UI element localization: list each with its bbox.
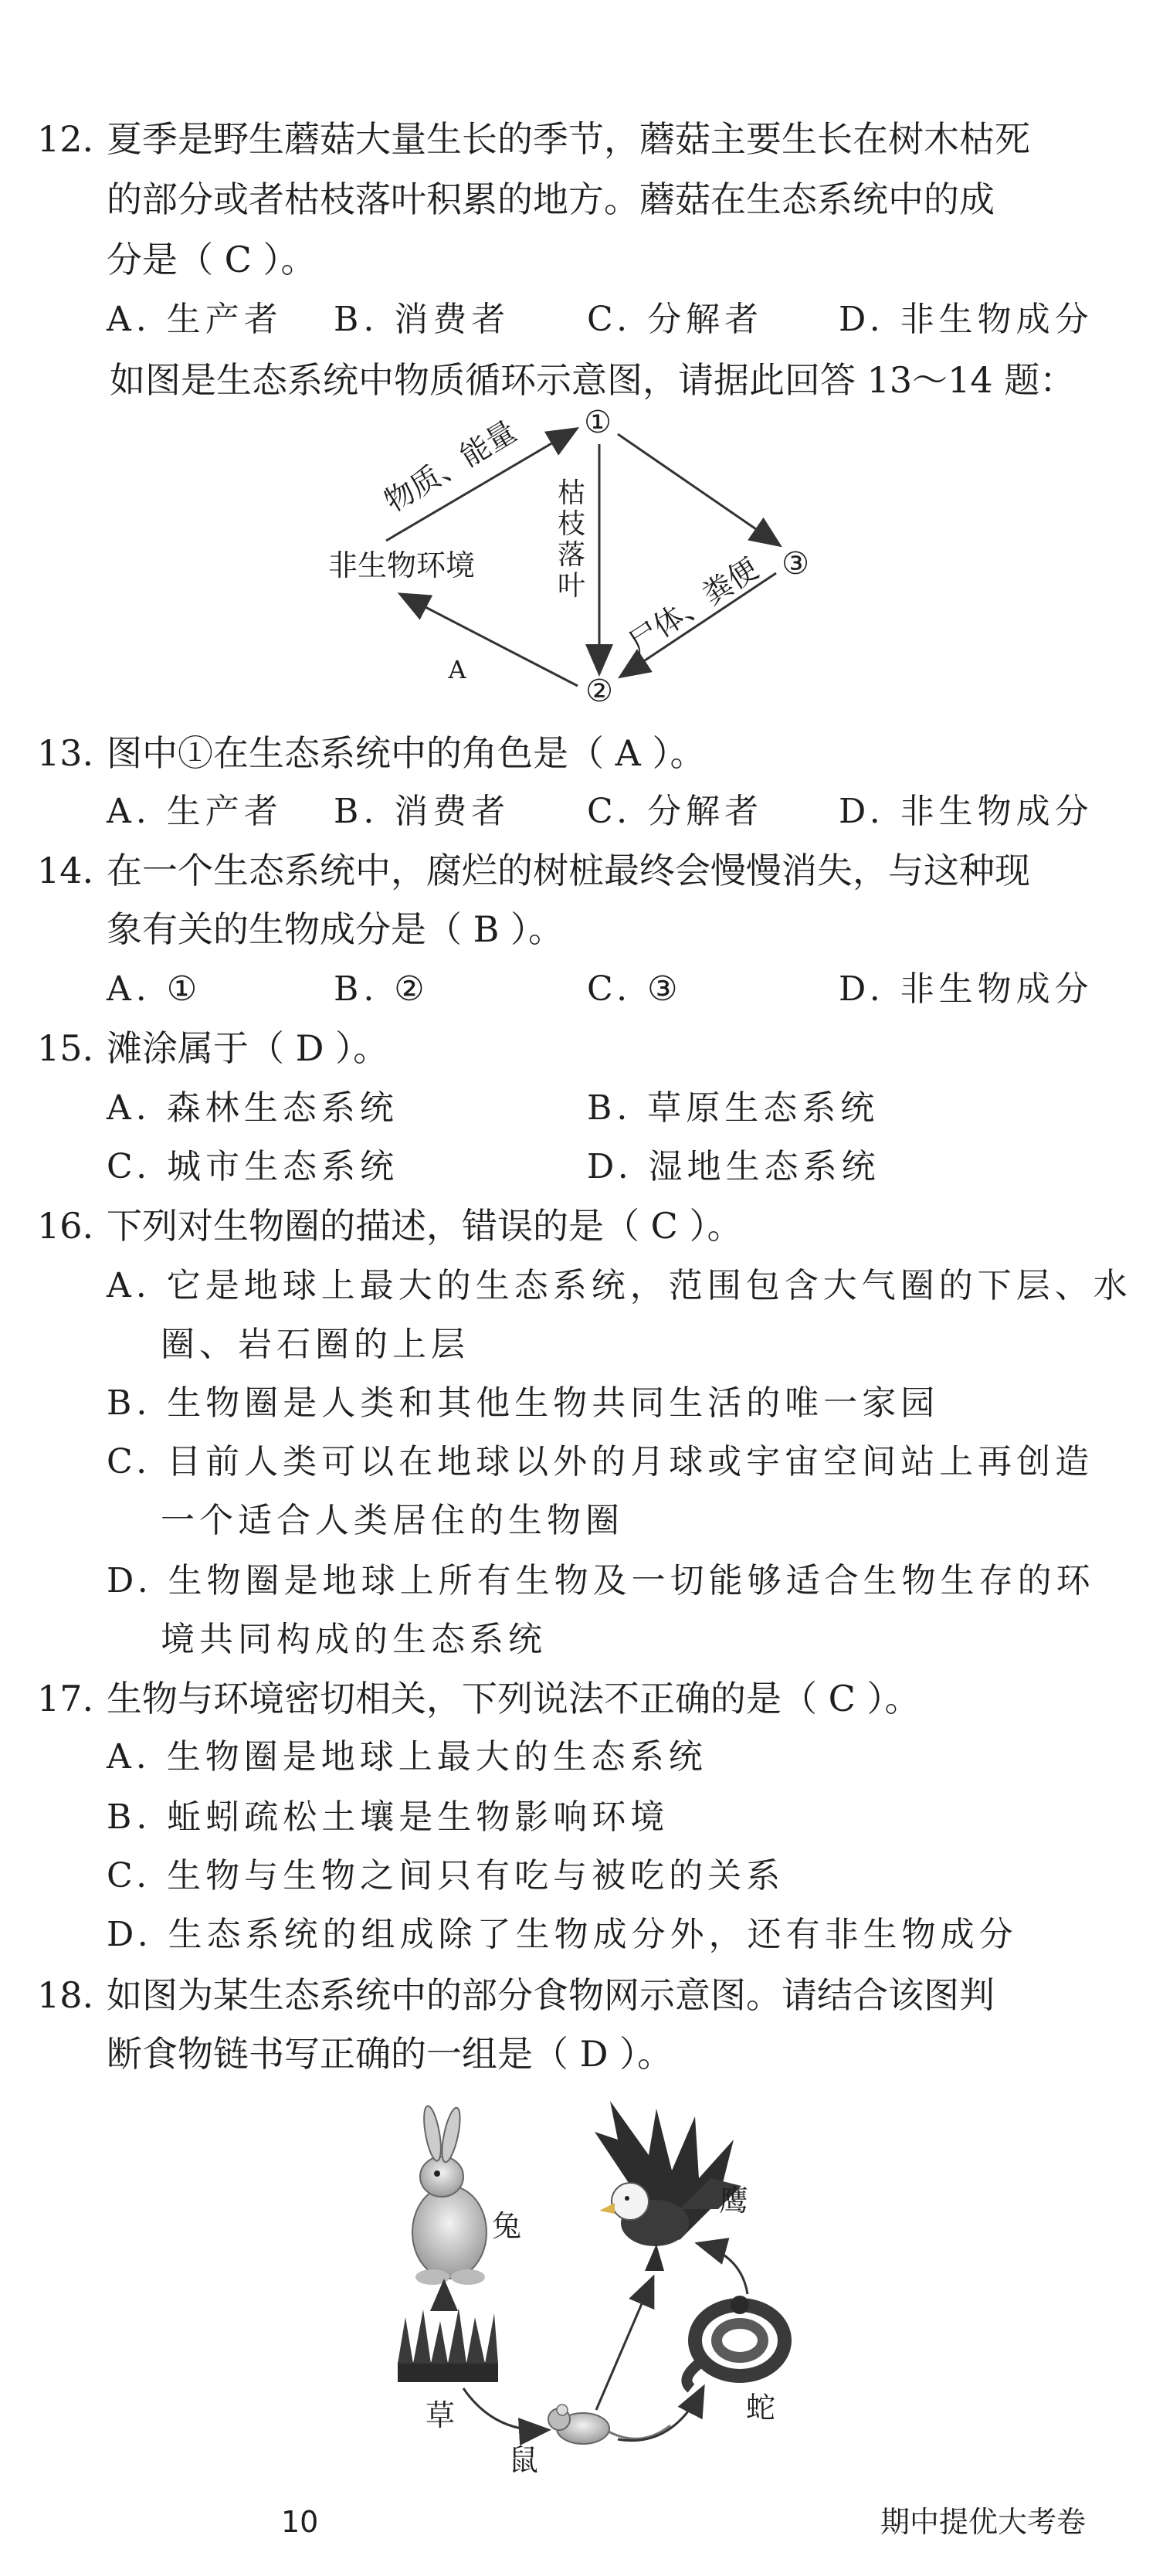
book-title: 期中提优大考卷 [880, 2505, 1087, 2539]
q17-option-d: D. 生态系统的组成除了生物成分外，还有非生物成分 [107, 1915, 1018, 1954]
arrow-snake-to-eagle [699, 2244, 748, 2294]
q15-number: 15. [37, 1027, 94, 1069]
q12-option-c: C. 分解者 [587, 300, 764, 339]
q14-option-a: A. ① [107, 969, 202, 1009]
cycle-intro: 如图是生态系统中物质循环示意图，请据此回答 13～14 题： [110, 359, 1076, 401]
snake-icon [687, 2296, 785, 2388]
arrow-mouse-to-eagle [596, 2279, 653, 2410]
q12-line-3: 分是（ C ）。 [107, 239, 317, 280]
q16-line-1: 下列对生物圈的描述，错误的是（ C ）。 [107, 1205, 743, 1247]
cycle-diagram [0, 409, 1163, 749]
q16-option-b-line-1: B. 生物圈是人类和其他生物共同生活的唯一家园 [107, 1383, 940, 1423]
q12-line-1: 夏季是野生蘑菇大量生长的季节，蘑菇主要生长在树木枯死 [107, 118, 1030, 160]
label-mouse: 鼠 [508, 2443, 539, 2477]
food-web-diagram [0, 2086, 1163, 2503]
label-dead-leaves-1: 枯 [557, 477, 586, 509]
q13-option-b: B. 消费者 [334, 792, 510, 831]
grass-icon [398, 2308, 498, 2382]
q12-option-d: D. 非生物成分 [839, 300, 1093, 339]
q16-option-c-line-1: C. 目前人类可以在地球以外的月球或宇宙空间站上再创造 [107, 1442, 1094, 1481]
q14-line-2: 象有关的生物成分是（ B ）。 [107, 908, 565, 950]
q13-option-c: C. 分解者 [587, 792, 764, 831]
q18-line-2: 断食物链书写正确的一组是（ D ）。 [107, 2033, 673, 2075]
q16-option-c-line-2: 一个适合人类居住的生物圈 [161, 1501, 624, 1540]
label-dead-leaves-4: 叶 [557, 570, 586, 602]
q12-line-2: 的部分或者枯枝落叶积累的地方。蘑菇在生态系统中的成 [107, 178, 995, 220]
q17-option-a: A. 生物圈是地球上最大的生态系统 [107, 1737, 707, 1777]
q18-line-1: 如图为某生态系统中的部分食物网示意图。请结合该图判 [107, 1974, 995, 2016]
q15-option-a: A. 森林生态系统 [107, 1088, 398, 1128]
q12-number: 12. [37, 118, 94, 160]
q17-line-1: 生物与环境密切相关，下列说法不正确的是（ C ）。 [107, 1678, 921, 1719]
label-dead-leaves-3: 落 [557, 539, 586, 571]
label-eagle: 鹰 [718, 2184, 749, 2218]
q14-option-d: D. 非生物成分 [839, 969, 1093, 1009]
q17-option-b: B. 蚯蚓疏松土壤是生物影响环境 [107, 1797, 670, 1837]
q16-option-d-line-2: 境共同构成的生态系统 [161, 1620, 547, 1659]
label-snake: 蛇 [745, 2391, 776, 2425]
q13-option-d: D. 非生物成分 [839, 792, 1093, 831]
label-rabbit: 兔 [491, 2209, 522, 2243]
cycle-node-2: ② [585, 674, 613, 709]
cycle-env-label: 非生物环境 [327, 548, 476, 582]
q13-option-a: A. 生产者 [107, 792, 283, 831]
q16-option-d-line-1: D. 生物圈是地球上所有生物及一切能够适合生物生存的环 [107, 1561, 1095, 1600]
q13-number: 13. [37, 732, 94, 774]
arrow-grass-to-mouse [463, 2388, 547, 2430]
q16-option-a-line-2: 圈、岩石圈的上层 [161, 1325, 470, 1364]
label-a: A [448, 655, 466, 684]
q14-option-b: B. ② [334, 969, 429, 1009]
q16-option-a-line-1: A. 它是地球上最大的生态系统，范围包含大气圈的下层、水 [107, 1266, 1132, 1305]
q17-number: 17. [37, 1678, 94, 1719]
q17-option-c: C. 生物与生物之间只有吃与被吃的关系 [107, 1856, 785, 1896]
q14-line-1: 在一个生态系统中，腐烂的树桩最终会慢慢消失，与这种现 [107, 850, 1030, 891]
q13-line-1: 图中①在生态系统中的角色是（ A ）。 [107, 732, 706, 774]
q15-option-b: B. 草原生态系统 [587, 1088, 880, 1128]
arrow-1-to-3 [618, 434, 778, 545]
q14-option-c: C. ③ [587, 969, 683, 1009]
page-number: 10 [281, 2505, 319, 2539]
q18-number: 18. [37, 1974, 94, 2016]
q15-option-c: C. 城市生态系统 [107, 1147, 399, 1186]
q14-number: 14. [37, 850, 94, 891]
q12-option-a: A. 生产者 [107, 300, 283, 339]
q16-number: 16. [37, 1205, 94, 1247]
arrow-2-to-env [402, 595, 578, 686]
q15-line-1: 滩涂属于（ D ）。 [107, 1027, 389, 1069]
cycle-node-3: ③ [782, 546, 809, 582]
label-grass: 草 [425, 2398, 456, 2432]
rabbit-icon [412, 2105, 487, 2285]
q12-option-b: B. 消费者 [334, 300, 510, 339]
label-dead-leaves-2: 枝 [557, 508, 586, 540]
label-remains-feces: 尸体、粪便 [622, 551, 765, 660]
q15-option-d: D. 湿地生态系统 [587, 1147, 880, 1186]
cycle-node-1: ① [584, 409, 612, 440]
label-matter-energy: 物质、能量 [378, 414, 523, 519]
